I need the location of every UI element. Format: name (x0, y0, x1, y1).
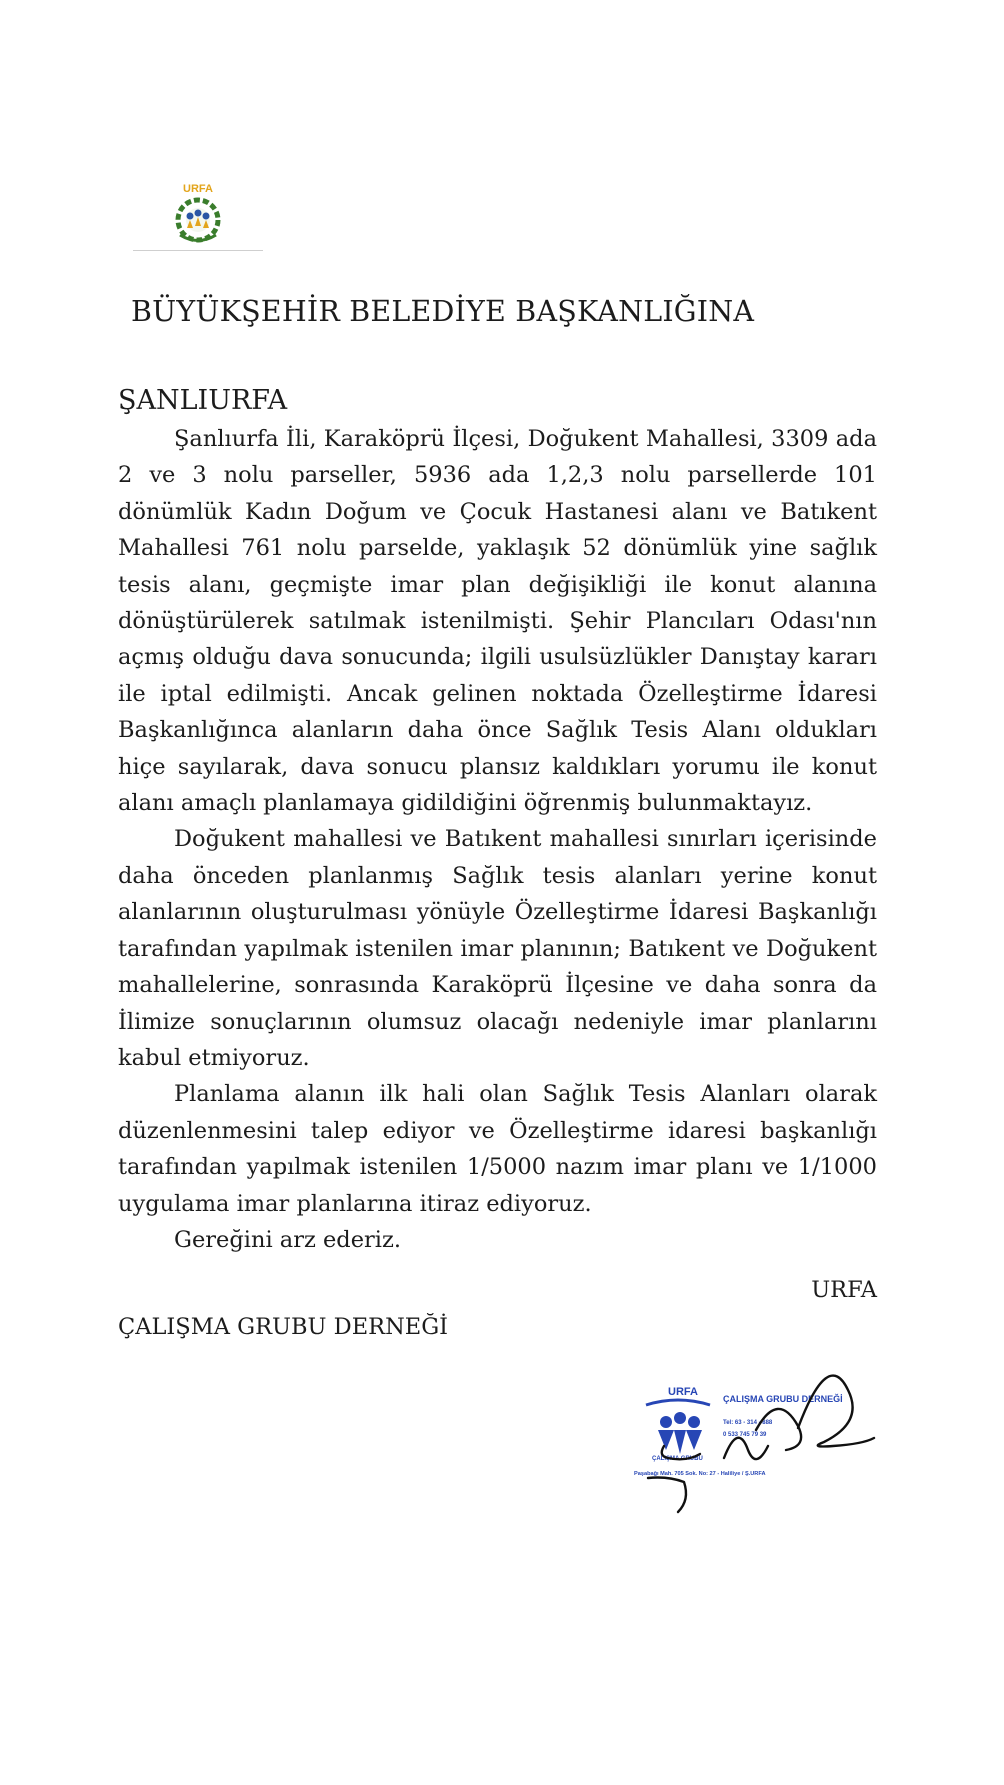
organization-stamp-icon (628, 1350, 888, 1520)
stamp-logo-text: URFA (668, 1386, 698, 1398)
stamp-ring-text: ÇALIŞMA GRUBU (652, 1456, 703, 1462)
stamp-phone-2: 0 533 745 79 39 (723, 1432, 767, 1438)
svg-text:URFA: URFA (183, 183, 213, 195)
closing-line: Gereğini arz ederiz. (174, 1226, 401, 1253)
body-paragraph-1: Şanlıurfa İli, Karaköprü İlçesi, Doğukent Mahallesi, 3309 ada 2 ve 3 nolu parseller, 5936 ada 1,2,3 nolu parsellerde 101 dönümlük Kadın Doğum ve Çocuk Hastanesi alanı ve Batıkent Mahallesi 761 nolu parselde, yaklaşık 52 dönümlük yine sağlık tesis alanı, geçmişte imar plan değişikliği ile konut alanına dönüştürülerek satılmak istenilmişti. Şehir Plancıları Odası'nın açmış olduğu dava sonucunda; ilgili usulsüzlükler Danıştay kararı ile iptal edilmişti. Ancak gelinen noktada Özelleştirme İdaresi Başkanlığınca alanların daha önce Sağlık Tesis Alanı oldukları hiçe sayılarak, dava sonucu plansız kaldıkları yorumu ile konut alanı amaçlı planlamaya gidildiğini öğrenmiş bulunmaktayız. (118, 426, 877, 817)
stamp-phone-1: Tel: 63 - 314 - 888 (723, 1420, 773, 1426)
stamp-name-text: ÇALIŞMA GRUBU DERNEĞİ (723, 1394, 843, 1404)
signature-city: URFA (811, 1277, 877, 1303)
body-paragraph-2: Doğukent mahallesi ve Batıkent mahallesi sınırları içerisinde daha önceden planlanmış Sağlık tesis alanları yerine konut alanlarının oluşturulması yönüyle Özelleştirme İdaresi Başkanlığı tarafından yapılmak istenilen imar planının; Batıkent ve Doğukent mahallelerine, sonrasında Karaköprü İlçesine ve daha sonra da İlimize sonuçlarının olumsuz olacağı nedeniyle imar planlarını kabul etmiyoruz. (118, 826, 877, 1071)
logo-divider (133, 250, 263, 251)
stamp-address: Paşabağı Mah. 705 Sok. No: 27 - Haliliye / Ş.URFA (634, 1471, 766, 1477)
letter-body (118, 421, 877, 1258)
organization-name: ÇALIŞMA GRUBU DERNEĞİ (118, 1314, 449, 1340)
urfa-calisma-grubu-logo-icon (163, 180, 233, 250)
letter-city: ŞANLIURFA (118, 385, 288, 416)
body-paragraph-3: Planlama alanın ilk hali olan Sağlık Tesis Alanları olarak düzenlenmesini talep ediyor ve Özelleştirme idaresi başkanlığı tarafından yapılmak istenilen 1/5000 nazım imar planı ve 1/1000 uygulama imar planlarına itiraz ediyoruz. (118, 1081, 877, 1217)
letter-addressee: BÜYÜKŞEHİR BELEDİYE BAŞKANLIĞINA (131, 295, 755, 328)
